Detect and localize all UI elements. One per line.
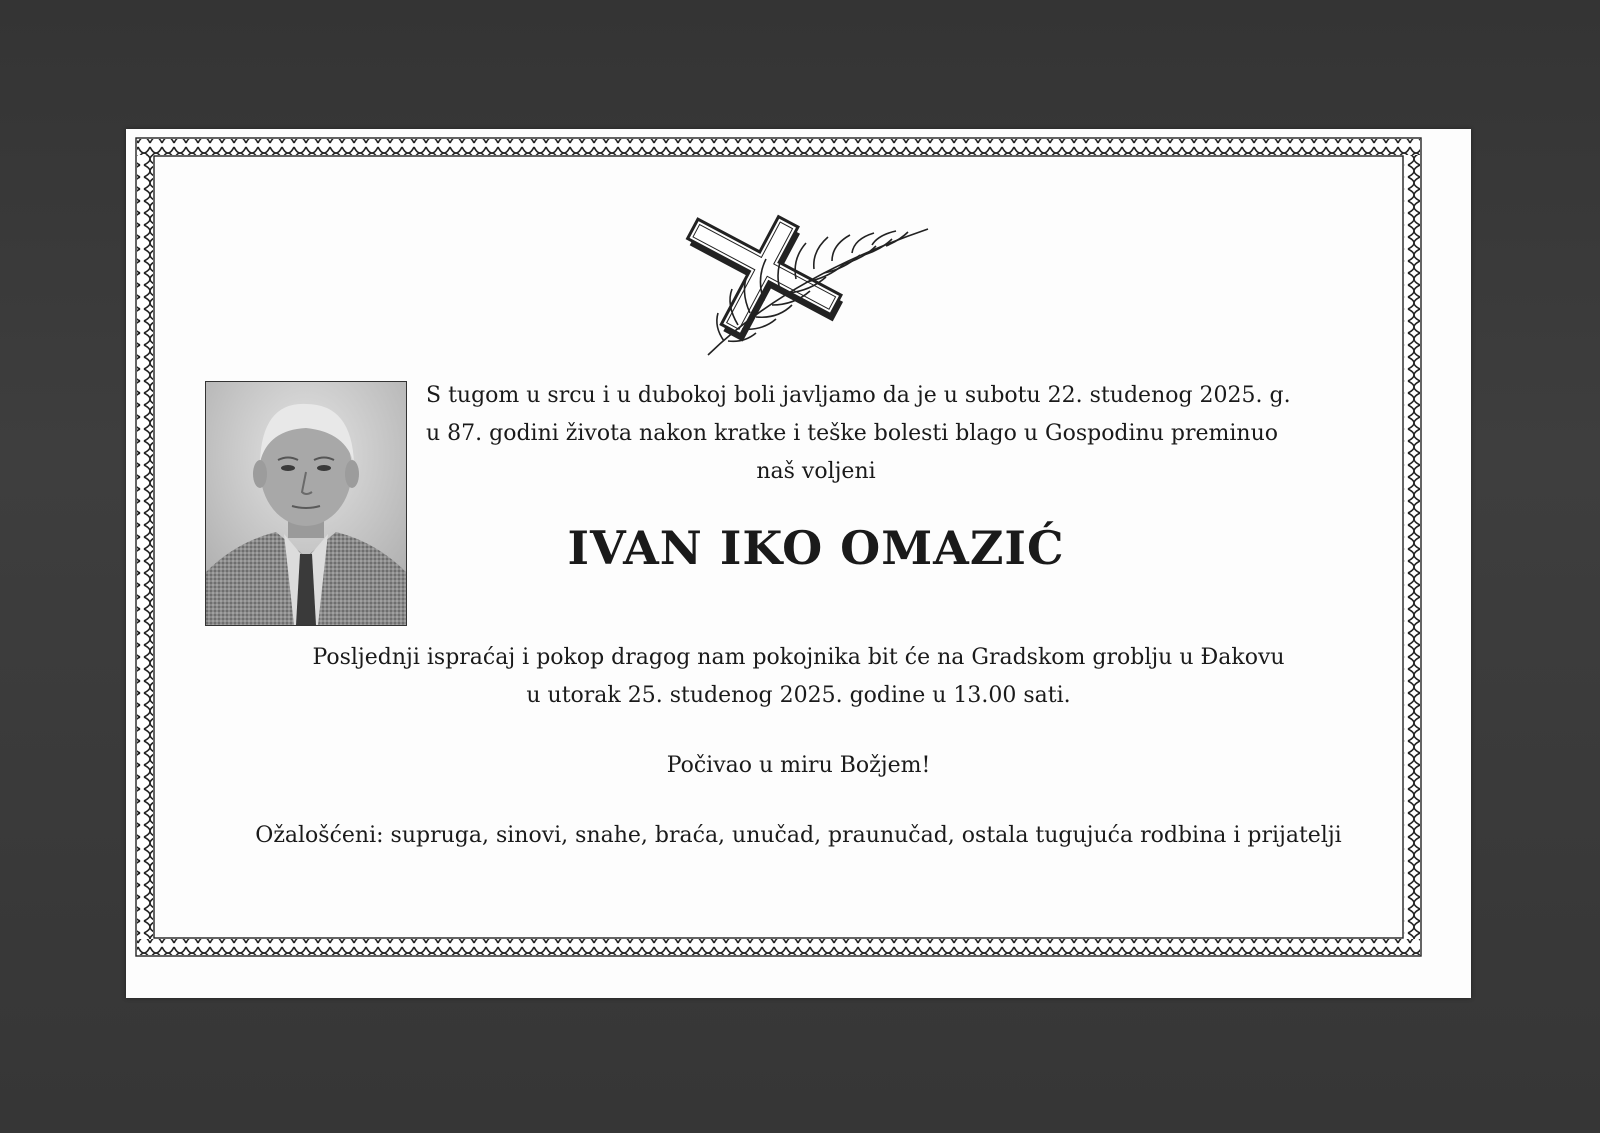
mourners-text: Ožalošćeni: supruga, sinovi, snahe, braća, unučad, praunučad, ostala tugujuća rodbina i prijatelji [255,823,1342,848]
announcement-line-2: u 87. godini života nakon kratke i teške bolesti blago u Gospodinu preminuo [426,421,1278,446]
deceased-name: IVAN IKO OMAZIĆ [567,521,1065,575]
announcement-text [426,377,1291,491]
rest-in-peace-text: Počivao u miru Božjem! [666,753,931,778]
funeral-line-1: Posljednji ispraćaj i pokop dragog nam pokojnika bit će na Gradskom groblju u Đakovu [312,645,1285,670]
obituary-card [126,129,1471,998]
announcement-line-3: naš voljeni [756,459,876,484]
cross-with-palm-icon [638,207,943,357]
announcement-line-1: S tugom u srcu i u dubokoj boli javljamo da je u subotu 22. studenog 2025. g. [426,383,1291,408]
funeral-line-2: u utorak 25. studenog 2025. godine u 13.00 sati. [526,683,1071,708]
funeral-details [166,639,1431,715]
portrait-photo [205,381,407,626]
